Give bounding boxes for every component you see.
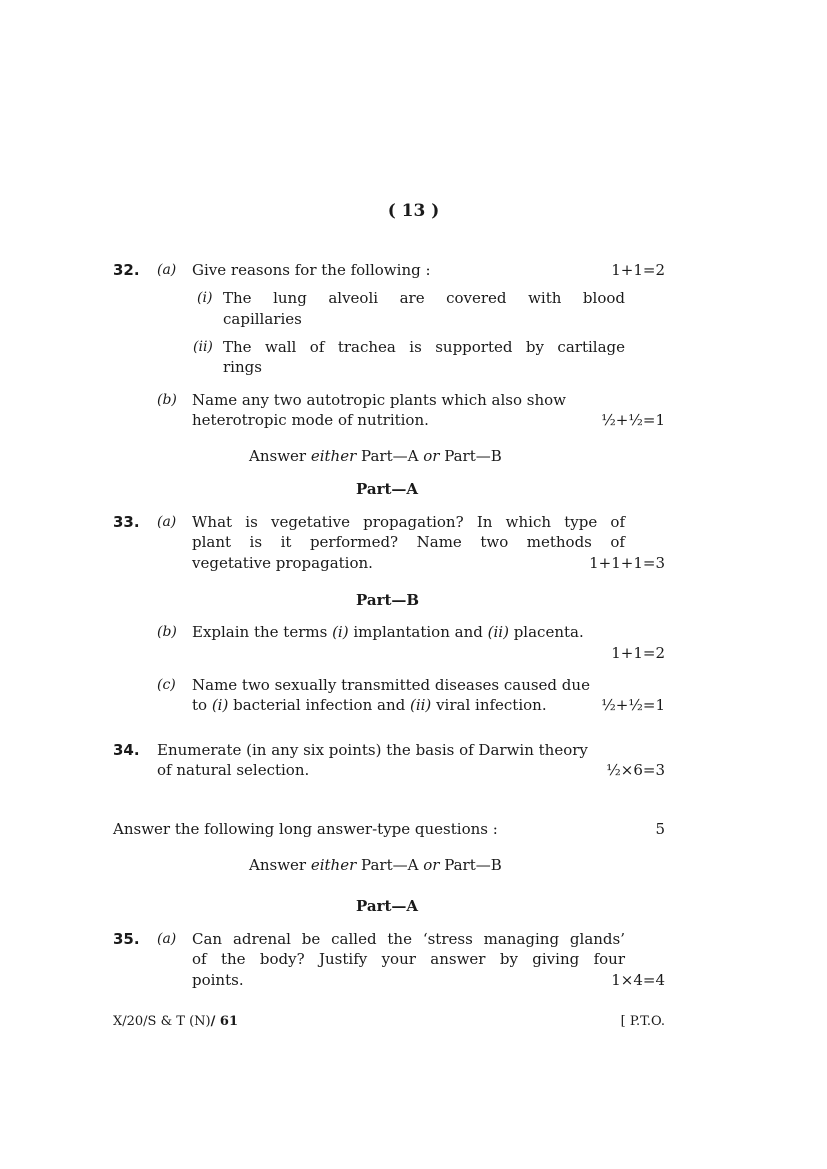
part-a-heading-2: Part—A xyxy=(356,897,419,915)
q34-marks: ½×6=3 xyxy=(606,761,665,779)
q35-line1: Can adrenal be called the ‘stress managing glands’ xyxy=(192,930,625,948)
q32-b-label: (b) xyxy=(157,392,177,408)
q32-b-marks: ½+½=1 xyxy=(601,411,665,429)
q35-line2: of the body? Justify your answer by giving four xyxy=(192,950,625,968)
q35-a-label: (a) xyxy=(157,931,177,947)
q32-b-line1: Name any two autotropic plants which also show xyxy=(192,391,566,409)
either-or-instruction-1: Answer either Part—A or Part—B xyxy=(249,447,502,465)
part-a-heading-1: Part—A xyxy=(356,480,419,498)
pto-label: [ P.T.O. xyxy=(620,1014,665,1029)
q32-b-line2: heterotropic mode of nutrition. xyxy=(192,411,429,429)
page-number: ( 13 ) xyxy=(387,201,440,221)
q33-a-label: (a) xyxy=(157,514,177,530)
q32-a-marks: 1+1=2 xyxy=(611,261,665,279)
q33-b-text: Explain the terms (i) implantation and (ii) placenta. xyxy=(192,623,584,641)
q33-a-line1: What is vegetative propagation? In which type of xyxy=(192,513,625,531)
question-32-number: 32. xyxy=(113,261,140,279)
q32-i-line2: capillaries xyxy=(223,310,302,328)
part-b-heading: Part—B xyxy=(356,591,420,609)
paper-code: X/20/S & T (N)/ 61 xyxy=(113,1014,238,1029)
q32-ii-label: (ii) xyxy=(193,339,213,355)
question-34-number: 34. xyxy=(113,741,140,759)
q34-line1: Enumerate (in any six points) the basis of Darwin theory xyxy=(157,741,588,759)
long-answer-instruction: Answer the following long answer-type questions : xyxy=(113,820,498,838)
q32-i-label: (i) xyxy=(197,290,213,306)
question-35-number: 35. xyxy=(113,930,140,948)
q34-line2: of natural selection. xyxy=(157,761,310,779)
either-or-instruction-2: Answer either Part—A or Part—B xyxy=(249,856,502,874)
q32-a-label: (a) xyxy=(157,262,177,278)
q33-c-marks: ½+½=1 xyxy=(601,696,665,714)
q33-a-line3: vegetative propagation. xyxy=(192,554,373,572)
q33-a-line2: plant is it performed? Name two methods of xyxy=(192,533,625,551)
q32-i-line1: The lung alveoli are covered with blood xyxy=(223,289,625,307)
q33-b-marks: 1+1=2 xyxy=(611,644,665,662)
q35-marks: 1×4=4 xyxy=(611,971,665,989)
q32-ii-line2: rings xyxy=(223,358,262,376)
question-33-number: 33. xyxy=(113,513,140,531)
q32-a-text: Give reasons for the following : xyxy=(192,261,431,279)
q32-ii-line1: The wall of trachea is supported by cartilage xyxy=(223,338,625,356)
q33-a-marks: 1+1+1=3 xyxy=(589,554,665,572)
q33-c-label: (c) xyxy=(157,677,176,693)
long-answer-marks: 5 xyxy=(655,820,665,838)
q33-b-label: (b) xyxy=(157,624,177,640)
q33-c-line1: Name two sexually transmitted diseases caused due xyxy=(192,676,590,694)
q35-line3: points. xyxy=(192,971,244,989)
q33-c-line2: to (i) bacterial infection and (ii) viral infection. xyxy=(192,696,547,714)
